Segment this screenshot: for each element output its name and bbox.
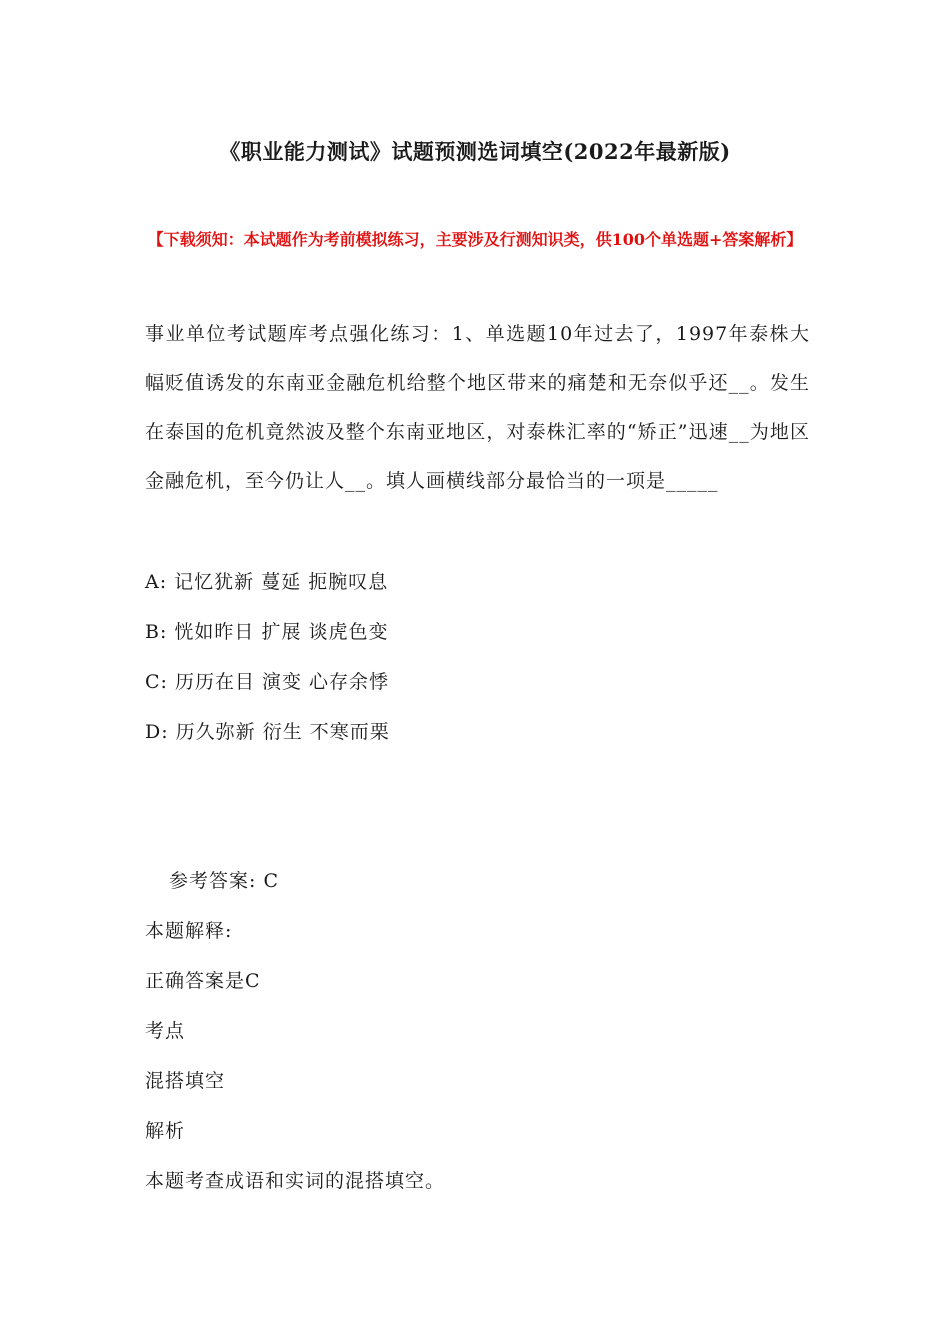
reference-answer: 参考答案: C <box>169 870 279 892</box>
question-text: 事业单位考试题库考点强化练习：1、单选题10年过去了，1997年泰株大幅贬值诱发的东南亚金融危机给整个地区带来的痛楚和无奈似乎还__。发生在泰国的危机竟然波及整个东南亚地区，对泰株汇率的“矫正”迅速__为地区金融危机，至今仍让人__。填人画横线部分最恰当的一项是_____ <box>145 323 810 492</box>
document-title: 《职业能力测试》试题预测选词填空(2022年最新版) <box>219 139 731 164</box>
analysis-text: 本题考查成语和实词的混搭填空。 <box>145 1170 446 1192</box>
option-list <box>145 557 810 757</box>
analysis-label: 解析 <box>145 1120 186 1142</box>
option-c: C: 历历在目 演变 心存余悸 <box>145 671 390 693</box>
download-notice: 【下载须知：本试题作为考前模拟练习，主要涉及行测知识类，供100个单选题+答案解析】 <box>147 230 803 249</box>
kaodian-label: 考点 <box>145 1020 186 1042</box>
explanation-label: 本题解释: <box>145 920 233 942</box>
option-a: A: 记忆犹新 蔓延 扼腕叹息 <box>145 571 389 593</box>
option-b: B: 恍如昨日 扩展 谈虎色变 <box>145 621 389 643</box>
answer-section <box>145 856 810 1206</box>
kaodian-value: 混搭填空 <box>145 1070 226 1092</box>
correct-answer: 正确答案是C <box>145 970 261 992</box>
option-d: D: 历久弥新 衍生 不寒而栗 <box>145 721 390 743</box>
